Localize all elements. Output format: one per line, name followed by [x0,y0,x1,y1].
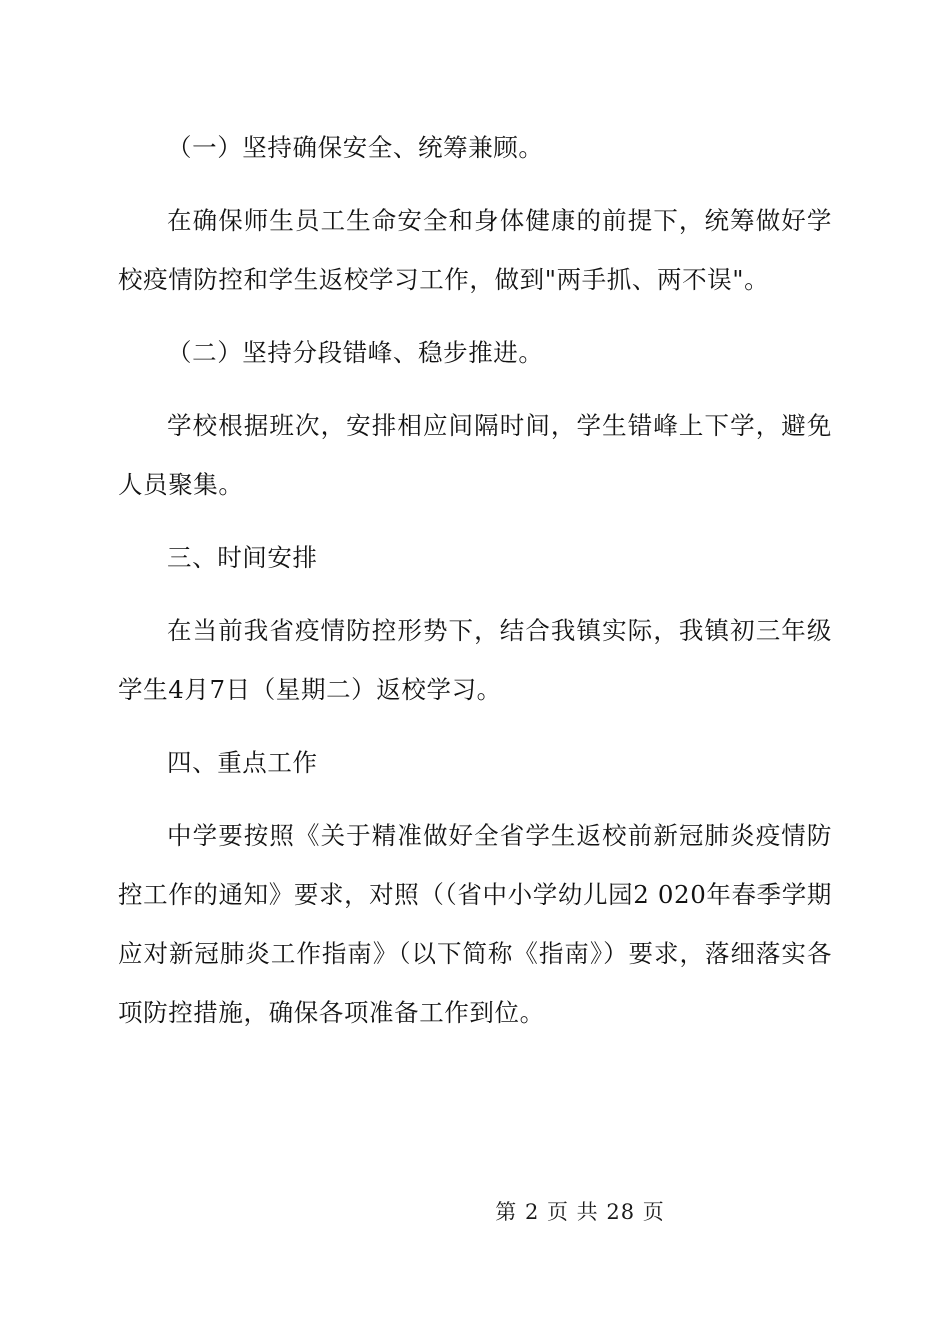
document-body [118,118,832,1042]
paragraph-spacer [118,309,832,323]
paragraph: 中学要按照《关于精准做好全省学生返校前新冠肺炎疫情防控工作的通知》要求，对照（（省中小学幼儿园2 020年春季学期应对新冠肺炎工作指南》（以下简称《指南》）要求，落细落实各项防控措施，确保各项准备工作到位。 [118,821,832,1027]
section-heading: 四、重点工作 [167,748,318,777]
paragraph: 在确保师生员工生命安全和身体健康的前提下，统筹做好学校疫情防控和学生返校学习工作，做到"两手抓、两不误"。 [118,206,832,294]
paragraph: （二）坚持分段错峰、稳步推进。 [167,338,544,367]
paragraph-spacer [118,177,832,191]
section-heading: 三、时间安排 [167,543,318,572]
paragraph-spacer [118,719,832,733]
paragraph: （一）坚持确保安全、统筹兼顾。 [167,133,544,162]
paragraph-spacer [118,382,832,396]
paragraph-spacer [118,587,832,601]
paragraph-spacer [118,792,832,806]
paragraph-spacer [118,514,832,528]
paragraph: 在当前我省疫情防控形势下，结合我镇实际，我镇初三年级学生4月7日（星期二）返校学习。 [118,616,832,704]
paragraph: 学校根据班次，安排相应间隔时间，学生错峰上下学，避免人员聚集。 [118,411,832,499]
page-footer: 第 2 页 共 28 页 [495,1200,665,1224]
